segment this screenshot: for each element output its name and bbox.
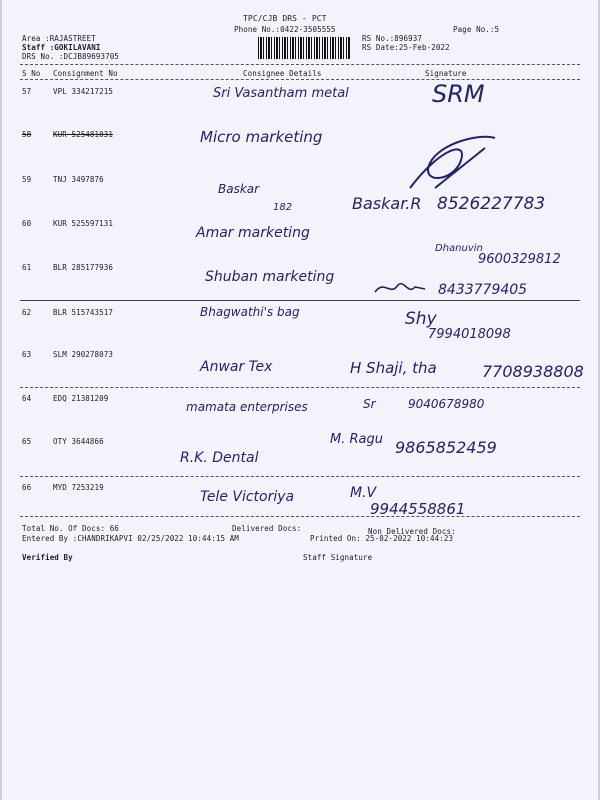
row-59-sno: 59	[22, 175, 32, 184]
consignee-59-extra: 182	[273, 202, 293, 213]
signature-57: SRM	[432, 80, 485, 108]
row-divider	[20, 476, 580, 477]
signature-63: H Shaji, tha	[350, 359, 437, 377]
row-58-sno: 58	[22, 130, 32, 139]
signature-59: Baskar.R	[352, 194, 422, 213]
row-63-consignment: SLM 290278073	[53, 350, 113, 359]
phone-66: 9944558861	[370, 500, 466, 518]
consignee-66: Tele Victoriya	[200, 489, 295, 505]
row-61-consignment: BLR 285177936	[53, 263, 113, 272]
staff: Staff :GOKILAVANI	[22, 43, 101, 52]
phone-63: 7708938808	[482, 362, 584, 381]
signature-65: M. Ragu	[330, 432, 383, 447]
signature-64: Sr	[363, 397, 376, 411]
signature-61: Dhanuvin	[435, 243, 483, 254]
col-sno: S No	[22, 69, 41, 78]
row-65-sno: 65	[22, 437, 32, 446]
consignee-57: Sri Vasantham metal	[213, 86, 349, 101]
consignee-63: Anwar Tex	[200, 359, 273, 375]
phone-65: 9865852459	[395, 438, 497, 457]
signature-62: Shy	[405, 309, 437, 329]
row-57-sno: 57	[22, 87, 32, 96]
barcode	[258, 37, 350, 59]
row-64-consignment: EDQ 21381209	[53, 394, 109, 403]
verified-by: Verified By	[22, 553, 73, 562]
consignee-64: mamata enterprises	[186, 400, 308, 414]
area: Area :RAJASTREET	[22, 34, 96, 43]
row-66-consignment: MYD 7253219	[53, 483, 104, 492]
entered-by: Entered By :CHANDRIKAPVI 02/25/2022 10:44:15 AM	[22, 534, 239, 543]
phone-64: 9040678980	[408, 397, 485, 411]
page-no: Page No.:5	[453, 25, 500, 34]
row-62-consignment: BLR 515743517	[53, 308, 113, 317]
row-60-sno: 60	[22, 219, 32, 228]
signature-66: M.V	[350, 485, 377, 501]
row-65-consignment: OTY 3644866	[53, 437, 104, 446]
row-59-consignment: TNJ 3497876	[53, 175, 104, 184]
signature-58-scribble	[400, 128, 510, 200]
header-divider-top	[20, 64, 580, 65]
printed-on: Printed On: 25-02-2022 10:44:23	[310, 534, 454, 543]
phone-61: 9600329812	[478, 252, 561, 267]
phone-no: Phone No.:0422-3505555	[234, 25, 336, 34]
consignee-62: Bhagwathi's bag	[200, 305, 300, 319]
row-66-sno: 66	[22, 483, 32, 492]
header-divider-bottom	[20, 79, 580, 80]
phone-61-alt: 8433779405	[438, 282, 528, 298]
row-60-consignment: KUR 525597131	[53, 219, 113, 228]
consignee-58: Micro marketing	[200, 128, 323, 146]
phone-62: 7994018098	[428, 327, 511, 342]
consignee-59: Baskar	[218, 182, 260, 196]
non-delivered-docs: Non Delivered Docs:	[368, 527, 456, 536]
drs-no: DRS No. :DCJB89693705	[22, 52, 119, 61]
col-consignment: Consignment No	[53, 69, 118, 78]
doc-title: TPC/CJB DRS - PCT	[243, 14, 327, 23]
col-signature: Signature	[425, 69, 467, 78]
signature-61-mark	[370, 277, 430, 299]
table-bottom-divider	[20, 516, 580, 517]
rs-no: RS No.:896937	[362, 34, 422, 43]
delivered-docs: Delivered Docs:	[232, 524, 302, 533]
consignee-65: R.K. Dental	[180, 450, 259, 466]
row-divider	[20, 387, 580, 388]
staff-signature: Staff Signature	[303, 553, 373, 562]
rs-date: RS Date:25-Feb-2022	[362, 43, 450, 52]
row-58-consignment: KUR 525481031	[53, 130, 113, 139]
consignee-60: Amar marketing	[196, 225, 310, 241]
row-63-sno: 63	[22, 350, 32, 359]
consignee-61: Shuban marketing	[205, 269, 335, 285]
phone-59: 8526227783	[437, 194, 546, 214]
col-consignee: Consignee Details	[243, 69, 322, 78]
row-divider	[20, 300, 580, 301]
row-64-sno: 64	[22, 394, 32, 403]
scan-edge-left	[0, 0, 2, 800]
total-docs: Total No. Of Docs: 66	[22, 524, 119, 533]
row-61-sno: 61	[22, 263, 32, 272]
row-62-sno: 62	[22, 308, 32, 317]
row-57-consignment: VPL 334217215	[53, 87, 113, 96]
